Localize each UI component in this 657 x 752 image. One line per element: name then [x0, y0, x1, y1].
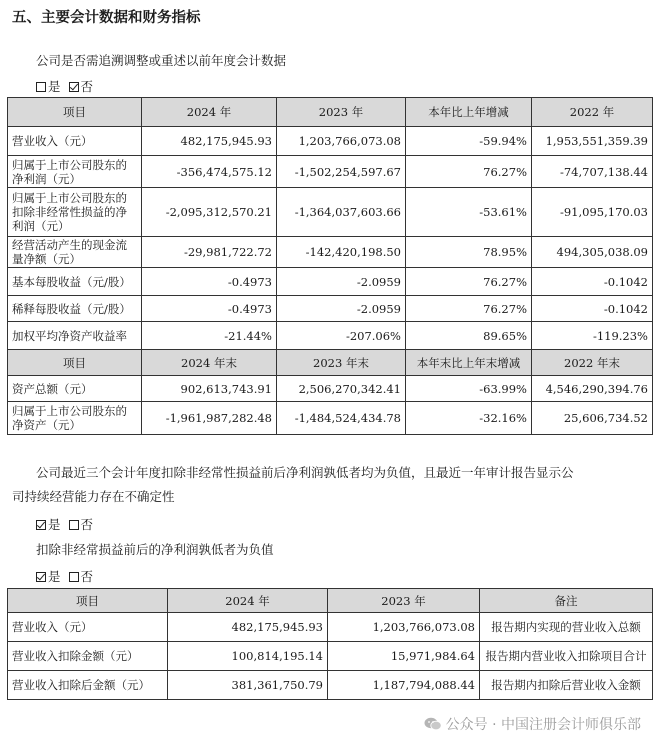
value-cell: 76.27% — [406, 156, 532, 188]
negative-no-checkbox[interactable] — [69, 572, 79, 582]
row-label-cell: 资产总额（元） — [8, 376, 142, 402]
value-cell: 报告期内营业收入扣除项目合计 — [480, 642, 653, 671]
row-label-cell: 归属于上市公司股东的扣除非经常性损益的净利润（元） — [8, 188, 142, 237]
value-cell: 482,175,945.93 — [168, 613, 328, 642]
value-cell: 494,305,038.09 — [532, 237, 653, 268]
value-cell: 78.95% — [406, 237, 532, 268]
row-label-cell: 营业收入扣除金额（元） — [8, 642, 168, 671]
negative-yes-checkbox[interactable] — [36, 572, 46, 582]
value-cell: 89.65% — [406, 322, 532, 350]
header-cell: 项目 — [8, 98, 142, 127]
header-cell: 备注 — [480, 589, 653, 613]
value-cell: -0.4973 — [142, 296, 277, 322]
value-cell: -2.0959 — [277, 268, 406, 296]
wechat-icon — [424, 717, 442, 731]
negative-profit-text: 扣除非经常损益前后的净利润孰低者为负值 — [36, 542, 274, 557]
restate-yes-checkbox[interactable] — [36, 82, 46, 92]
table-row — [8, 613, 653, 642]
row-label-cell: 基本每股收益（元/股） — [8, 268, 142, 296]
value-cell: 4,546,290,394.76 — [532, 376, 653, 402]
table-row — [8, 188, 653, 237]
uncertainty-yes-checkbox[interactable] — [36, 520, 46, 530]
value-cell: -119.23% — [532, 322, 653, 350]
value-cell: -53.61% — [406, 188, 532, 237]
table-header-row — [8, 589, 653, 613]
uncertainty-options — [36, 515, 93, 533]
table-row — [8, 156, 653, 188]
header-cell: 项目 — [8, 589, 168, 613]
uncertainty-text-line2: 司持续经营能力存在不确定性 — [12, 489, 175, 504]
uncertainty-no-checkbox[interactable] — [69, 520, 79, 530]
table-row — [8, 237, 653, 268]
value-cell: 76.27% — [406, 268, 532, 296]
value-cell: -2.0959 — [277, 296, 406, 322]
value-cell: 15,971,984.64 — [328, 642, 480, 671]
value-cell: 1,953,551,359.39 — [532, 127, 653, 156]
value-cell: -29,981,722.72 — [142, 237, 277, 268]
value-cell: -2,095,312,570.21 — [142, 188, 277, 237]
restate-question: 公司是否需追溯调整或重述以前年度会计数据 — [36, 53, 287, 68]
row-label-cell: 经营活动产生的现金流量净额（元） — [8, 237, 142, 268]
table-row — [8, 322, 653, 350]
value-cell: -21.44% — [142, 322, 277, 350]
uncertainty-yes-label: 是 — [48, 517, 61, 532]
negative-profit-options — [36, 567, 93, 585]
value-cell: 1,187,794,088.44 — [328, 671, 480, 700]
uncertainty-no-label: 否 — [80, 517, 94, 532]
restate-options — [36, 77, 93, 95]
table-row — [8, 671, 653, 700]
value-cell: 2,506,270,342.41 — [277, 376, 406, 402]
header-cell: 2023 年 — [277, 98, 406, 127]
watermark: 公众号 · 中国注册会计师俱乐部 — [424, 714, 641, 734]
negative-yes-label: 是 — [48, 569, 61, 584]
value-cell: -32.16% — [406, 402, 532, 435]
header-cell: 本年末比上年末增减 — [406, 350, 532, 376]
negative-no-label: 否 — [80, 569, 94, 584]
value-cell: -74,707,138.44 — [532, 156, 653, 188]
value-cell: -0.1042 — [532, 296, 653, 322]
restate-yes-label: 是 — [48, 79, 61, 94]
value-cell: -142,420,198.50 — [277, 237, 406, 268]
header-cell: 2022 年末 — [532, 350, 653, 376]
value-cell: -59.94% — [406, 127, 532, 156]
header-cell: 2024 年 — [142, 98, 277, 127]
value-cell: -91,095,170.03 — [532, 188, 653, 237]
row-label-cell: 稀释每股收益（元/股） — [8, 296, 142, 322]
value-cell: 25,606,734.52 — [532, 402, 653, 435]
value-cell: 76.27% — [406, 296, 532, 322]
table-row — [8, 296, 653, 322]
value-cell: -0.4973 — [142, 268, 277, 296]
table-row — [8, 268, 653, 296]
row-label-cell: 营业收入扣除后金额（元） — [8, 671, 168, 700]
section-title: 五、主要会计数据和财务指标 — [12, 10, 201, 26]
header-cell: 2023 年末 — [277, 350, 406, 376]
value-cell: 报告期内扣除后营业收入金额 — [480, 671, 653, 700]
revenue-deduction-table — [7, 588, 653, 700]
value-cell: -207.06% — [277, 322, 406, 350]
header-cell: 本年比上年增减 — [406, 98, 532, 127]
header-cell: 项目 — [8, 350, 142, 376]
value-cell: 482,175,945.93 — [142, 127, 277, 156]
value-cell: -356,474,575.12 — [142, 156, 277, 188]
row-label-cell: 归属于上市公司股东的净利润（元） — [8, 156, 142, 188]
value-cell: 1,203,766,073.08 — [328, 613, 480, 642]
value-cell: 报告期内实现的营业收入总额 — [480, 613, 653, 642]
header-cell: 2022 年 — [532, 98, 653, 127]
value-cell: -1,484,524,434.78 — [277, 402, 406, 435]
value-cell: 100,814,195.14 — [168, 642, 328, 671]
header-cell: 2024 年末 — [142, 350, 277, 376]
value-cell: 381,361,750.79 — [168, 671, 328, 700]
table-row — [8, 642, 653, 671]
table-header-row — [8, 350, 653, 376]
uncertainty-text-line1: 公司最近三个会计年度扣除非经常性损益前后净利润孰低者均为负值，且最近一年审计报告显示公 — [36, 465, 574, 480]
table-row — [8, 376, 653, 402]
restate-no-checkbox[interactable] — [69, 82, 79, 92]
row-label-cell: 加权平均净资产收益率 — [8, 322, 142, 350]
row-label-cell: 营业收入（元） — [8, 613, 168, 642]
value-cell: 902,613,743.91 — [142, 376, 277, 402]
header-cell: 2024 年 — [168, 589, 328, 613]
table-header-row — [8, 98, 653, 127]
value-cell: -0.1042 — [532, 268, 653, 296]
table-row — [8, 127, 653, 156]
restate-no-label: 否 — [80, 79, 94, 94]
value-cell: -1,364,037,603.66 — [277, 188, 406, 237]
table-row — [8, 402, 653, 435]
row-label-cell: 营业收入（元） — [8, 127, 142, 156]
value-cell: 1,203,766,073.08 — [277, 127, 406, 156]
value-cell: -63.99% — [406, 376, 532, 402]
key-financials-table — [7, 97, 653, 435]
value-cell: -1,502,254,597.67 — [277, 156, 406, 188]
value-cell: -1,961,987,282.48 — [142, 402, 277, 435]
header-cell: 2023 年 — [328, 589, 480, 613]
row-label-cell: 归属于上市公司股东的净资产（元） — [8, 402, 142, 435]
